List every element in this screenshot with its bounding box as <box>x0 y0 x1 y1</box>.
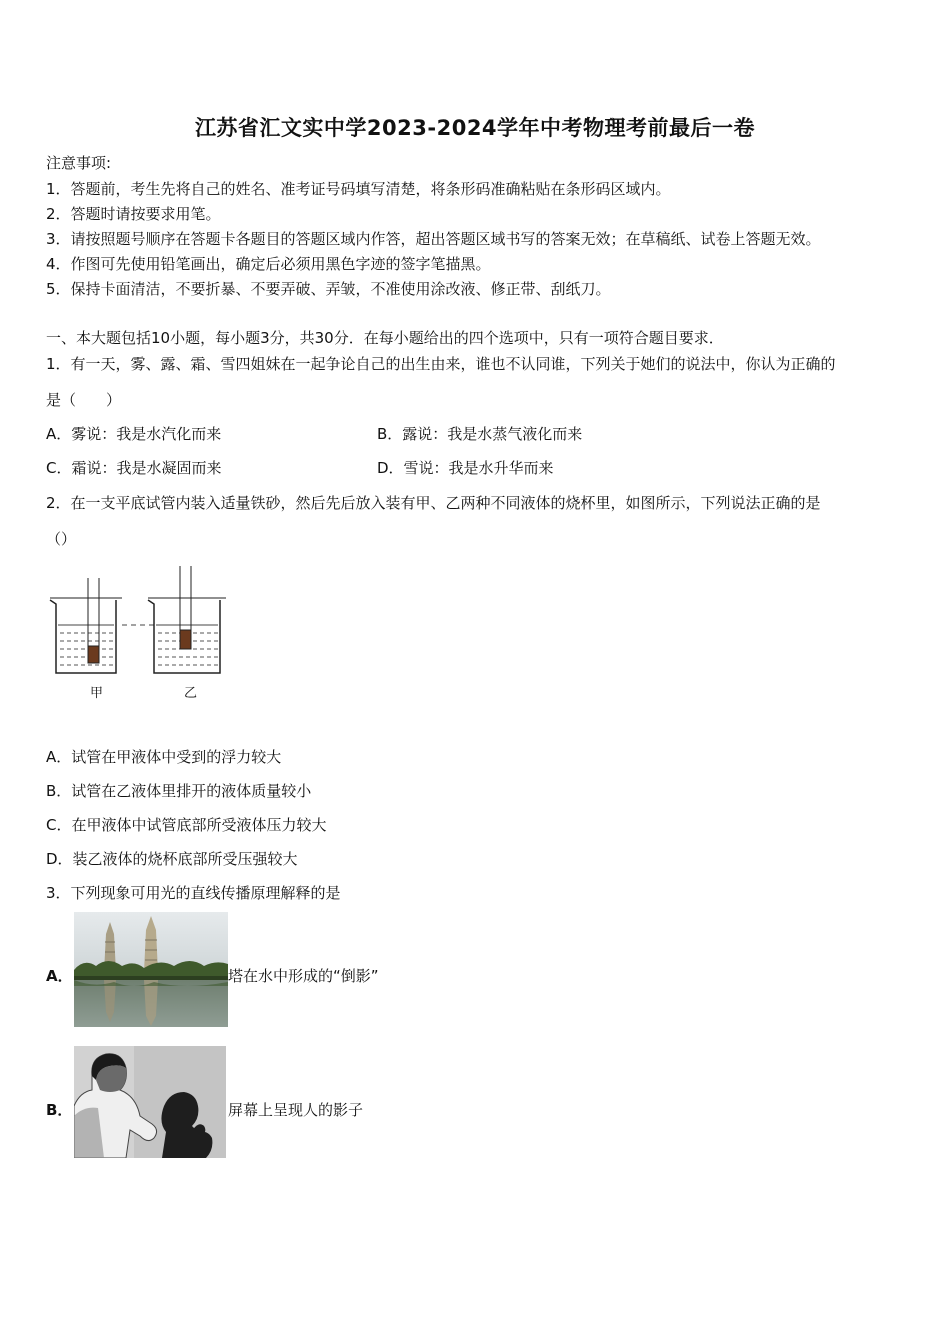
notice-item: 3．请按照题号顺序在答题卡各题目的答题区域内作答，超出答题区域书写的答案无效；在草稿纸、试卷上答题无效。 <box>46 230 821 248</box>
pagoda-reflection-photo <box>74 912 228 1027</box>
page-title: 江苏省汇文实中学2023-2024学年中考物理考前最后一卷 <box>194 116 756 140</box>
question-2-stem-cont: （） <box>46 530 77 548</box>
notice-item: 4．作图可先使用铅笔画出，确定后必须用黑色字迹的签字笔描黑。 <box>46 255 491 273</box>
beaker-jia <box>50 578 122 673</box>
question-1-stem-cont: 是（ ） <box>46 391 122 409</box>
question-2-option-b: B．试管在乙液体里排开的液体质量较小 <box>46 782 312 800</box>
question-2-stem: 2．在一支平底试管内装入适量铁砂，然后先后放入装有甲、乙两种不同液体的烧杯里，如图所示，下列说法正确的是 <box>46 494 821 512</box>
section-heading: 一、本大题包括10小题，每小题3分，共30分．在每小题给出的四个选项中，只有一项符合题目要求． <box>46 329 724 347</box>
notice-item: 1．答题前，考生先将自己的姓名、准考证号码填写清楚，将条形码准确粘贴在条形码区域内。 <box>46 180 671 198</box>
beaker-yi <box>148 566 226 673</box>
question-1-option-c: C．霜说：我是水凝固而来 <box>46 459 222 477</box>
question-3-option-a-text: 塔在水中形成的“倒影” <box>228 967 379 985</box>
question-3-option-b-text: 屏幕上呈现人的影子 <box>228 1101 364 1119</box>
question-2-option-c: C．在甲液体中试管底部所受液体压力较大 <box>46 816 327 834</box>
question-3-option-a-letter: A． <box>46 967 73 985</box>
question-1-option-b: B．露说：我是水蒸气液化而来 <box>377 425 583 443</box>
question-1-option-d: D．雪说：我是水升华而来 <box>377 459 554 477</box>
question-3-option-b-letter: B． <box>46 1101 73 1119</box>
shadow-on-screen-photo <box>74 1046 226 1158</box>
beaker-diagram <box>44 560 234 705</box>
question-1-stem: 1．有一天，雾、露、霜、雪四姐妹在一起争论自己的出生由来，谁也不认同谁，下列关于她们的说法中，你认为正确的 <box>46 355 836 373</box>
question-1-option-a: A．雾说：我是水汽化而来 <box>46 425 222 443</box>
notice-item: 2．答题时请按要求用笔。 <box>46 205 221 223</box>
figure-label-yi: 乙 <box>184 686 198 701</box>
figure-label-jia: 甲 <box>90 686 104 701</box>
question-2-option-a: A．试管在甲液体中受到的浮力较大 <box>46 748 282 766</box>
question-2-option-d: D．装乙液体的烧杯底部所受压强较大 <box>46 850 298 868</box>
question-3-stem: 3．下列现象可用光的直线传播原理解释的是 <box>46 884 341 902</box>
notice-item: 5．保持卡面清洁，不要折暴、不要弄破、弄皱，不准使用涂改液、修正带、刮纸刀。 <box>46 280 611 298</box>
notice-heading: 注意事项: <box>46 154 112 172</box>
